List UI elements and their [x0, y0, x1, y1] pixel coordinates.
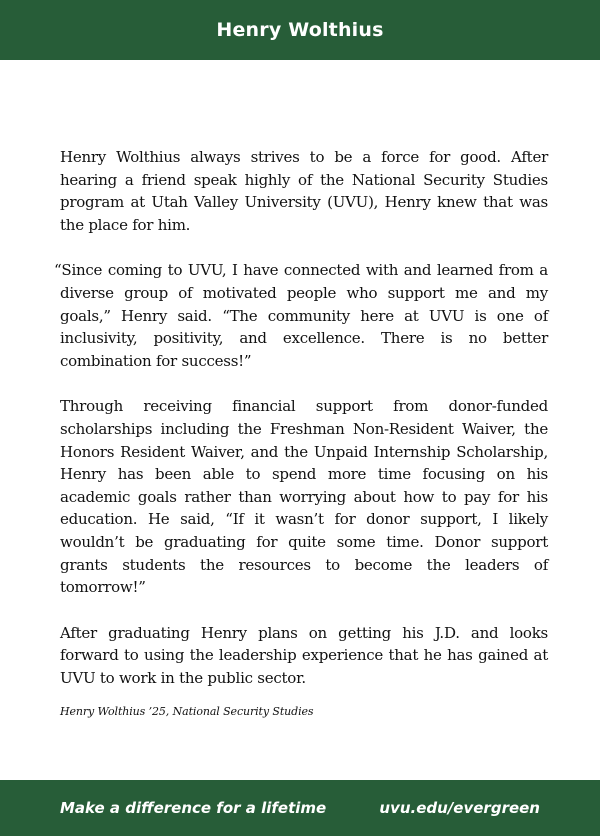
- story-paragraph-scholarships: Through receiving financial support from donor-funded scholarships including the Freshman Non-Resident Waiver, the Honors Resident Waiver, and the Unpaid Internship Scholarship, Henry has been able to spend more time focusing on his academic goals rather than worrying about how to pay for his education. He said, “If it wasn’t for donor support, I likely wouldn’t be graduating for quite some time. Donor support grants students the resources to become the leaders of tomorrow!”: [60, 397, 548, 597]
- photo-caption: Henry Wolthius ’25, National Security Studies: [60, 705, 314, 719]
- footer-url-link[interactable]: uvu.edu/evergreen: [379, 799, 540, 817]
- footer-tagline: Make a difference for a lifetime: [60, 799, 327, 817]
- header-bar: [0, 0, 600, 60]
- story-body: [54, 146, 548, 724]
- story-paragraph-intro: Henry Wolthius always strives to be a force for good. After hearing a friend speak highly of the National Security Studies program at Utah Valley University (UVU), Henry knew that was the place for him.: [60, 148, 548, 234]
- story-paragraph-future: After graduating Henry plans on getting his J.D. and looks forward to using the leadership experience that he has gained at UVU to work in the public sector.: [60, 623, 548, 687]
- footer-bar: [0, 780, 600, 836]
- page-title: Henry Wolthius: [216, 18, 384, 41]
- story-paragraph-quote: “Since coming to UVU, I have connected with and learned from a diverse group of motivated people who support me and my goals,” Henry said. “The community here at UVU is one of inclusivity, positivity, and excellence. There is no better combination for success!”: [54, 261, 548, 370]
